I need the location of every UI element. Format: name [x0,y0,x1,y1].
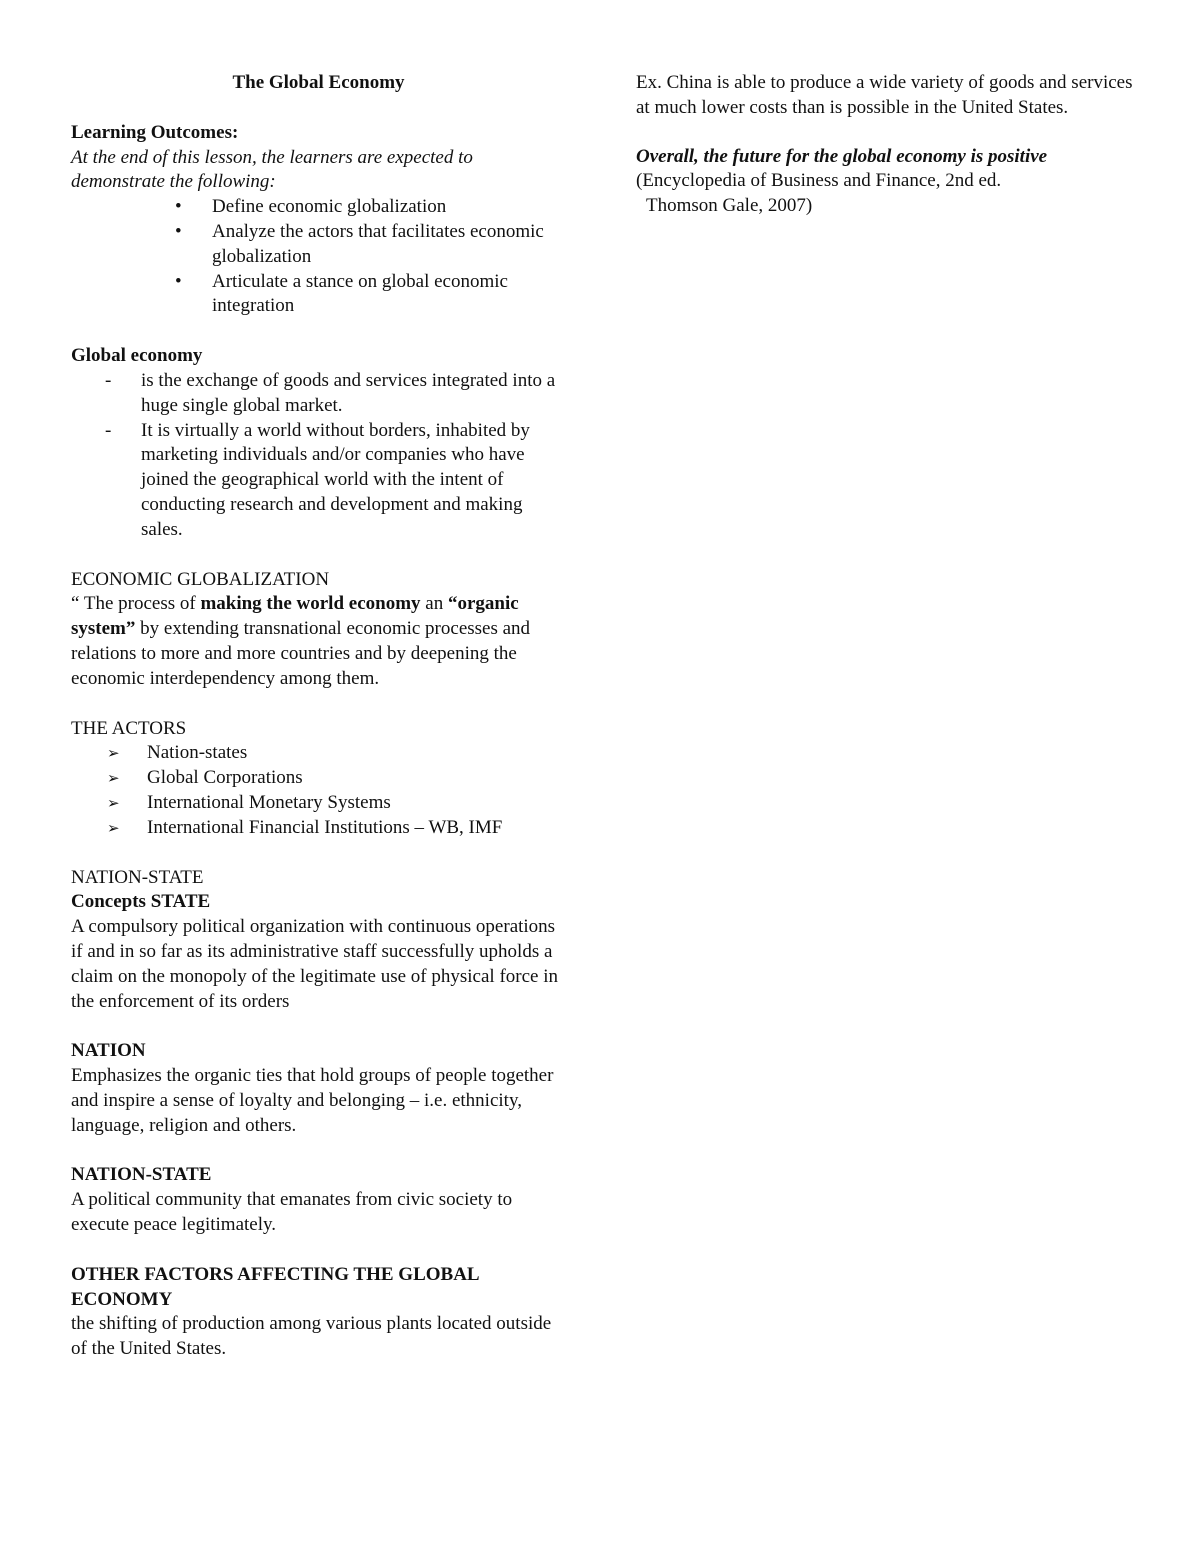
state-definition: A compulsory political organization with continuous operations if and in so far as its administrative staff successfully upholds a claim on the monopoly of the legitimate use of physical force in the enforcement of its orders [71,916,559,1012]
nation-definition: Emphasizes the organic ties that hold groups of people together and inspire a sense of loyalty and belonging – i.e. ethnicity, language, religion and others. [71,1065,554,1136]
list-item: - is the exchange of goods and services integrated into a huge single global market. [105,369,556,416]
dash-marker: - [105,419,112,441]
list-item: • Analyze the actors that facilitates economic globalization [175,220,544,267]
learning-outcomes-list [71,195,566,319]
concepts-state-heading: Concepts STATE [71,891,211,913]
dash-marker: - [105,369,112,391]
learning-outcomes-heading: Learning Outcomes: [71,121,239,143]
citation-line-2: Thomson Gale, 2007) [646,195,813,217]
bullet-marker: • [175,196,182,218]
nation-state-definition-heading: NATION-STATE [71,1164,212,1186]
right-column [636,71,1136,219]
global-economy-heading: Global economy [71,345,203,367]
arrow-bullet-icon: ➢ [107,818,120,837]
bullet-marker: • [175,270,182,292]
bullet-marker: • [175,220,182,242]
list-item: ➢ Global Corporations [71,766,566,791]
arrow-bullet-icon: ➢ [107,744,120,763]
economic-globalization-heading: ECONOMIC GLOBALIZATION [71,568,330,590]
document-title: The Global Economy [232,72,405,93]
list-item: • Define economic globalization [71,195,566,220]
nation-heading: NATION [71,1040,146,1062]
actors-list [71,741,566,840]
list-item: ➢ Nation-states [71,741,566,766]
china-example: Ex. China is able to produce a wide variety of goods and services at much lower costs than is possible in the United States. [636,72,1133,118]
actors-heading: THE ACTORS [71,717,187,739]
other-factors-text: the shifting of production among various plants located outside of the United States. [71,1313,552,1360]
left-column [71,71,566,1362]
arrow-bullet-icon: ➢ [107,769,120,788]
nation-state-heading: NATION-STATE [71,866,204,888]
economic-globalization-definition: “ The process of making the world economy an “organic system” by extending transnational economic processes and relations to more and more countries and by deepening the economic interdependency among them. [71,593,531,689]
nation-state-definition: A political community that emanates from civic society to execute peace legitimately. [71,1189,513,1236]
conclusion-statement: Overall, the future for the global economy is positive [636,145,1048,167]
list-item: ➢ International Monetary Systems [71,791,566,816]
learning-outcomes-intro: At the end of this lesson, the learners are expected to demonstrate the following: [71,146,473,193]
list-item: ➢ International Financial Institutions – WB, IMF [71,816,566,841]
list-item: • Articulate a stance on global economic integration [175,270,508,317]
other-factors-heading: OTHER FACTORS AFFECTING THE GLOBAL ECONOMY [71,1263,479,1310]
list-item: - It is virtually a world without borders, inhabited by marketing individuals and/or companies who have joined the geographical world with the intent of conducting research and development and making sales. [105,419,530,540]
global-economy-list [71,369,566,543]
citation-line-1: (Encyclopedia of Business and Finance, 2nd ed. [636,170,1002,192]
arrow-bullet-icon: ➢ [107,793,120,812]
